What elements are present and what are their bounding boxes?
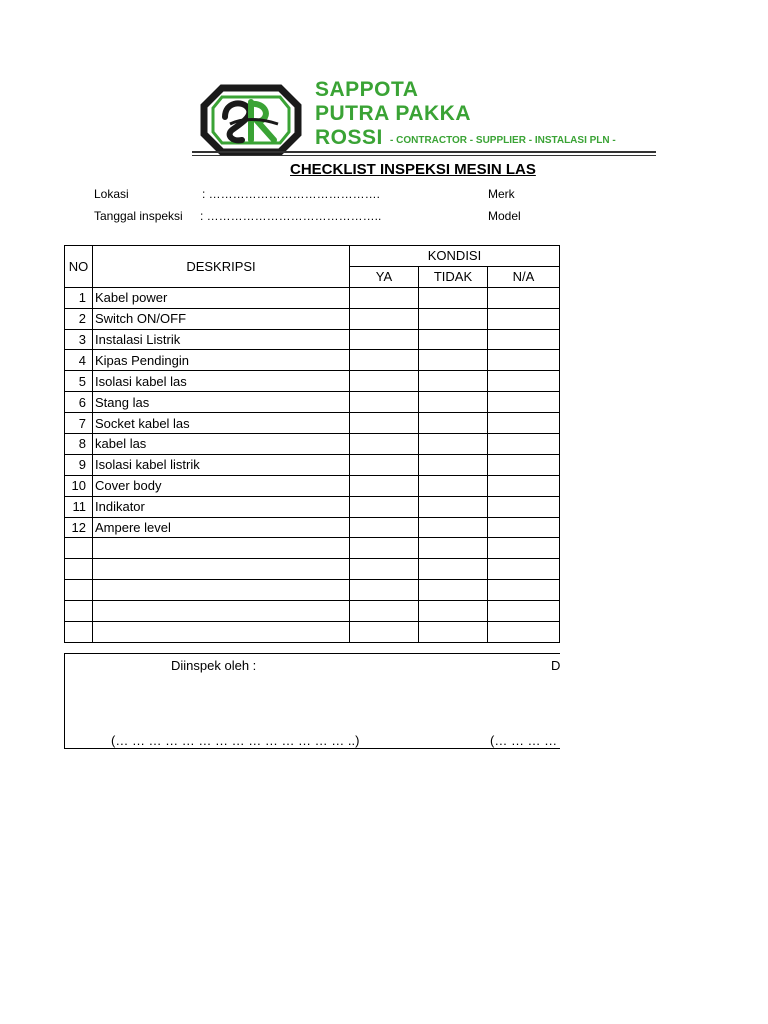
table-row — [65, 538, 560, 559]
table-row — [65, 601, 560, 622]
cell-tidak[interactable] — [419, 622, 488, 643]
row-number: 1 — [65, 287, 93, 308]
cell-na[interactable] — [488, 454, 560, 475]
table-row — [65, 371, 560, 392]
company-name-line-2: PUTRA PAKKA — [315, 102, 471, 125]
company-name-line-3: ROSSI — [315, 126, 383, 149]
table-row — [65, 622, 560, 643]
header-ya: YA — [350, 266, 419, 287]
header-no: NO — [65, 246, 93, 288]
row-description: Stang las — [93, 392, 350, 413]
cell-na[interactable] — [488, 371, 560, 392]
page-title: CHECKLIST INSPEKSI MESIN LAS — [290, 161, 536, 178]
table-row — [65, 392, 560, 413]
table-row — [65, 287, 560, 308]
row-description — [93, 622, 350, 643]
row-description: Kipas Pendingin — [93, 350, 350, 371]
row-description: Socket kabel las — [93, 413, 350, 434]
company-tagline: - CONTRACTOR - SUPPLIER - INSTALASI PLN - — [390, 135, 616, 146]
table-row — [65, 454, 560, 475]
cell-ya[interactable] — [350, 601, 419, 622]
cell-na[interactable] — [488, 287, 560, 308]
row-description — [93, 538, 350, 559]
cell-na[interactable] — [488, 538, 560, 559]
row-description: Isolasi kabel las — [93, 371, 350, 392]
row-number: 9 — [65, 454, 93, 475]
lokasi-value: : ……………………………………. — [202, 187, 381, 201]
row-description: Indikator — [93, 496, 350, 517]
company-logo — [200, 84, 302, 156]
cell-ya[interactable] — [350, 622, 419, 643]
row-number — [65, 601, 93, 622]
cell-tidak[interactable] — [419, 496, 488, 517]
cell-na[interactable] — [488, 559, 560, 580]
cell-ya[interactable] — [350, 559, 419, 580]
row-description: Kabel power — [93, 287, 350, 308]
header-na: N/A — [488, 266, 560, 287]
row-number: 2 — [65, 308, 93, 329]
cell-na[interactable] — [488, 350, 560, 371]
cell-tidak[interactable] — [419, 371, 488, 392]
table-row — [65, 496, 560, 517]
cell-na[interactable] — [488, 475, 560, 496]
cell-tidak[interactable] — [419, 413, 488, 434]
checklist-table — [64, 245, 560, 643]
row-number: 11 — [65, 496, 93, 517]
row-description — [93, 559, 350, 580]
cell-tidak[interactable] — [419, 580, 488, 601]
cell-ya[interactable] — [350, 496, 419, 517]
row-number — [65, 622, 93, 643]
row-number: 3 — [65, 329, 93, 350]
cell-ya[interactable] — [350, 308, 419, 329]
table-row — [65, 308, 560, 329]
table-row — [65, 350, 560, 371]
header-deskripsi: DESKRIPSI — [93, 246, 350, 288]
cell-tidak[interactable] — [419, 329, 488, 350]
header-rule-bottom — [192, 155, 656, 156]
cell-na[interactable] — [488, 329, 560, 350]
header-tidak: TIDAK — [419, 266, 488, 287]
row-number — [65, 538, 93, 559]
row-number: 4 — [65, 350, 93, 371]
row-number: 6 — [65, 392, 93, 413]
row-description — [93, 601, 350, 622]
cell-na[interactable] — [488, 580, 560, 601]
cell-ya[interactable] — [350, 475, 419, 496]
cell-tidak[interactable] — [419, 538, 488, 559]
row-number — [65, 559, 93, 580]
cell-tidak[interactable] — [419, 475, 488, 496]
inspector-signature-line: (… … … … … … … … … … … … … … ..) — [111, 733, 360, 748]
row-number: 5 — [65, 371, 93, 392]
cell-tidak[interactable] — [419, 350, 488, 371]
cell-na[interactable] — [488, 496, 560, 517]
tanggal-inspeksi-label: Tanggal inspeksi — [94, 209, 183, 223]
table-row — [65, 517, 560, 538]
cell-na[interactable] — [488, 392, 560, 413]
row-description: kabel las — [93, 434, 350, 455]
table-row — [65, 329, 560, 350]
row-description: Switch ON/OFF — [93, 308, 350, 329]
cell-tidak[interactable] — [419, 559, 488, 580]
header-kondisi: KONDISI — [350, 246, 560, 267]
lokasi-label: Lokasi — [94, 187, 129, 201]
cell-tidak[interactable] — [419, 454, 488, 475]
table-row — [65, 580, 560, 601]
inspected-by-label: Diinspek oleh : — [171, 658, 257, 673]
cell-ya[interactable] — [350, 413, 419, 434]
row-description: Instalasi Listrik — [93, 329, 350, 350]
cell-na[interactable] — [488, 434, 560, 455]
cell-na[interactable] — [488, 413, 560, 434]
cell-tidak[interactable] — [419, 392, 488, 413]
header-rule-top — [192, 151, 656, 153]
table-row — [65, 559, 560, 580]
row-number — [65, 580, 93, 601]
row-description — [93, 580, 350, 601]
cell-ya[interactable] — [350, 350, 419, 371]
model-label: Model — [488, 209, 521, 223]
table-row — [65, 413, 560, 434]
row-number: 8 — [65, 434, 93, 455]
tanggal-inspeksi-value: : …………………………………….. — [200, 209, 382, 223]
cell-na[interactable] — [488, 517, 560, 538]
cell-tidak[interactable] — [419, 601, 488, 622]
right-signature-label: D — [551, 658, 560, 673]
table-row — [65, 475, 560, 496]
cell-ya[interactable] — [350, 287, 419, 308]
cell-na[interactable] — [488, 308, 560, 329]
cell-ya[interactable] — [350, 371, 419, 392]
cell-tidak[interactable] — [419, 287, 488, 308]
cell-na[interactable] — [488, 601, 560, 622]
cell-ya[interactable] — [350, 580, 419, 601]
cell-tidak[interactable] — [419, 434, 488, 455]
cell-ya[interactable] — [350, 329, 419, 350]
cell-ya[interactable] — [350, 538, 419, 559]
signature-box — [64, 653, 560, 749]
cell-tidak[interactable] — [419, 517, 488, 538]
table-row — [65, 434, 560, 455]
company-name-line-1: SAPPOTA — [315, 78, 419, 101]
right-signature-line: (… … … … — [490, 733, 558, 748]
cell-ya[interactable] — [350, 392, 419, 413]
row-description: Isolasi kabel listrik — [93, 454, 350, 475]
row-number: 10 — [65, 475, 93, 496]
cell-ya[interactable] — [350, 434, 419, 455]
cell-ya[interactable] — [350, 454, 419, 475]
row-description: Cover body — [93, 475, 350, 496]
cell-na[interactable] — [488, 622, 560, 643]
merk-label: Merk — [488, 187, 515, 201]
row-number: 7 — [65, 413, 93, 434]
cell-ya[interactable] — [350, 517, 419, 538]
cell-tidak[interactable] — [419, 308, 488, 329]
row-number: 12 — [65, 517, 93, 538]
row-description: Ampere level — [93, 517, 350, 538]
